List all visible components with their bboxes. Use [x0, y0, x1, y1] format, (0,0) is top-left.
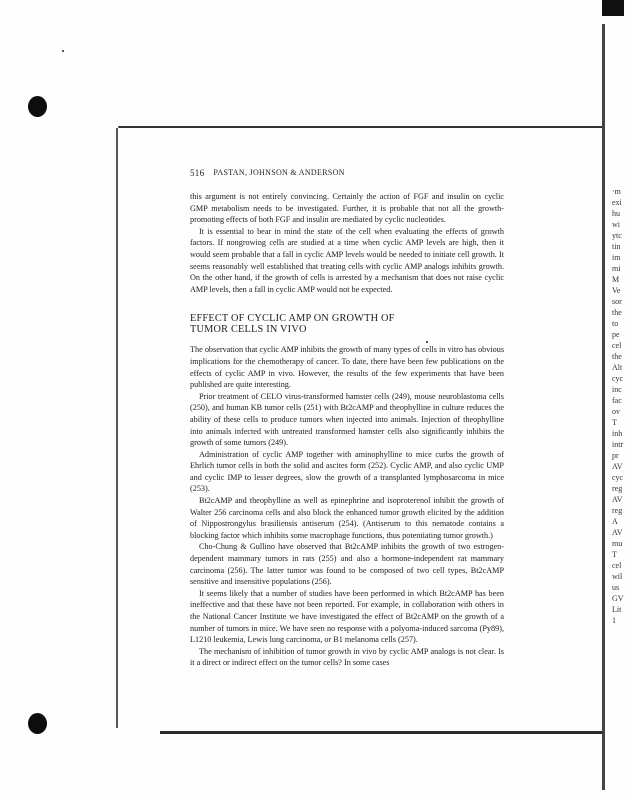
adjacent-page-fragment: mi [612, 264, 621, 273]
adjacent-page-fragment: exi [612, 198, 622, 207]
adjacent-page-fragment: M [612, 275, 620, 284]
adjacent-page-fragment: the [612, 308, 622, 317]
body-paragraph: The mechanism of inhibition of tumor growth in vivo by cyclic AMP analogs is not clear. Is it a direct or indirect effect on the tumor cells? In some cases [190, 646, 504, 668]
adjacent-page-fragment: cel [612, 561, 622, 570]
adjacent-page-fragment: fac [612, 396, 622, 405]
adjacent-page-fragment: tin [612, 242, 621, 251]
adjacent-page-fragment: pr [612, 451, 619, 460]
adjacent-page-fragment: to [612, 319, 619, 328]
adjacent-page-fragment: intr [612, 440, 624, 449]
adjacent-page-fragment: inh [612, 429, 623, 438]
adjacent-page-fragments [612, 186, 628, 626]
sheet-edge-right [602, 24, 605, 790]
section-heading [190, 313, 504, 335]
section-heading-line: EFFECT OF CYCLIC AMP ON GROWTH OF [190, 313, 395, 325]
punch-hole-bottom [28, 713, 47, 734]
adjacent-page-fragment: AV [612, 495, 623, 504]
body-paragraph: Bt2cAMP and theophylline as well as epinephrine and isoproterenol inhibit the growth of Walter 256 carcinoma cells and also block the enhanced tumor growth elicited by the addition of Nippostrongylus brasiliensis antiserum (254). (Antiserum to this nematode contains a blocking factor which inhibits some macrophage functions, thus potentiating tumor growth.) [190, 496, 504, 540]
adjacent-page-fragment: ytc [612, 231, 622, 240]
section-heading-line: TUMOR CELLS IN VIVO [190, 324, 307, 336]
punch-hole-top [28, 96, 47, 117]
adjacent-page-fragment: Ve [612, 286, 621, 295]
adjacent-page-fragment: sor [612, 297, 622, 306]
adjacent-page-fragment: im [612, 253, 621, 262]
adjacent-page-fragment: AV [612, 528, 623, 537]
running-header [190, 168, 504, 178]
sheet-edge-left [116, 128, 118, 728]
body-paragraph: Cho-Chung & Gullino have observed that Bt2cAMP inhibits the growth of two estrogen-dependent mammary tumors in rats (255) and also a hormone-independent rat mammary carcinoma (256). The latter tumor was found to be composed of two cell types, Bt2cAMP sensitive and insensitive populations (256). [190, 542, 504, 587]
adjacent-page-fragment: cyc [612, 473, 624, 482]
adjacent-page-fragment: AV [612, 462, 623, 471]
adjacent-page-fragment: wil [612, 572, 623, 581]
adjacent-page-fragment: GV [612, 594, 624, 603]
adjacent-page-fragment: Lit [612, 605, 622, 614]
adjacent-page-fragment: ov [612, 407, 620, 416]
body-paragraph: Administration of cyclic AMP together with aminophylline to mice curbs the growth of Ehrlich tumor cells in both the solid and ascites form (252). Cyclic AMP, and also cyclic UMP and cyclic IMP to lesser degrees, slow the growth of a transplanted lymphosarcoma in mice (253). [190, 449, 504, 494]
adjacent-page-fragment: inc [612, 385, 622, 394]
adjacent-page-fragment: reg [612, 484, 623, 493]
book-page [190, 168, 504, 669]
adjacent-page-fragment: cel [612, 341, 622, 350]
body-paragraph: Prior treatment of CELO virus-transformed hamster cells (249), mouse neuroblastoma cells (250), and human KB tumor cells (251) with Bt2cAMP and theophylline in culture reduces the ability of these cells to produce tumors when injected into animals. Injection of theophylline into animals infected with untreated transformed hamster cells also significantly inhibits the growth of some tumors (249). [190, 391, 504, 448]
adjacent-page-fragment: Alt [612, 363, 623, 372]
adjacent-page-fragment: T [612, 418, 617, 427]
running-title: PASTAN, JOHNSON & ANDERSON [213, 168, 345, 177]
scan-speck [62, 50, 64, 52]
adjacent-page-fragment: the [612, 352, 622, 361]
adjacent-page-fragment: A [612, 517, 618, 526]
adjacent-page-fragment: us [612, 583, 620, 592]
adjacent-page-fragment: ·m [612, 187, 621, 196]
adjacent-page-fragment: cyc [612, 374, 624, 383]
body-paragraph: It is essential to bear in mind the state of the cell when evaluating the effects of growth factors. If nongrowing cells are studied at a time when cyclic AMP levels are high, then it would seem probable that a fall in cyclic AMP levels would be needed to initiate cell growth. It seems reasonably well established that treating cells with cyclic AMP analogs inhibits growth. On the other hand, if the growth of cells is arrested by a mechanism that does not raise cyclic AMP levels, then a fall in cyclic AMP would not be expected. [190, 226, 504, 294]
adjacent-page-fragment: pe [612, 330, 620, 339]
page-number: 516 [190, 168, 205, 178]
body-paragraph: this argument is not entirely convincing. Certainly the action of FGF and insulin on cyclic GMP metabolism needs to be investigated. Further, it is probable that not all the growth-promoting effects of both FGF and insulin are mediated by cyclic nucleotides. [190, 192, 504, 225]
adjacent-page-fragment: T [612, 550, 617, 559]
adjacent-page-fragment: 1 [612, 616, 616, 625]
body-paragraph: The observation that cyclic AMP inhibits the growth of many types of cells in vitro has obvious implications for the chemotherapy of cancer. To date, there have been few publications on the effects of cyclic AMP in vivo. However, the results of the few experiments that have been published are quite interesting. [190, 345, 504, 390]
adjacent-page-fragment: mu [612, 539, 623, 548]
sheet-edge-bottom [160, 731, 604, 734]
adjacent-page-fragment: hu [612, 209, 620, 218]
adjacent-page-fragment: wi [612, 220, 620, 229]
adjacent-page-fragment: reg [612, 506, 623, 515]
body-paragraph: It seems likely that a number of studies have been performed in which Bt2cAMP has been ineffective and that these have not been reported. For example, in collaboration with others in the National Cancer Institute we have investigated the effect of Bt2cAMP on the growth of a number of tumors in mice. We have seen no response with a polyoma-induced sarcoma (Py89), L1210 leukemia, Lewis lung carcinoma, or B1 melanoma cells (257). [190, 588, 504, 645]
scan-corner-mark [602, 0, 624, 16]
sheet-edge-top [118, 126, 604, 128]
